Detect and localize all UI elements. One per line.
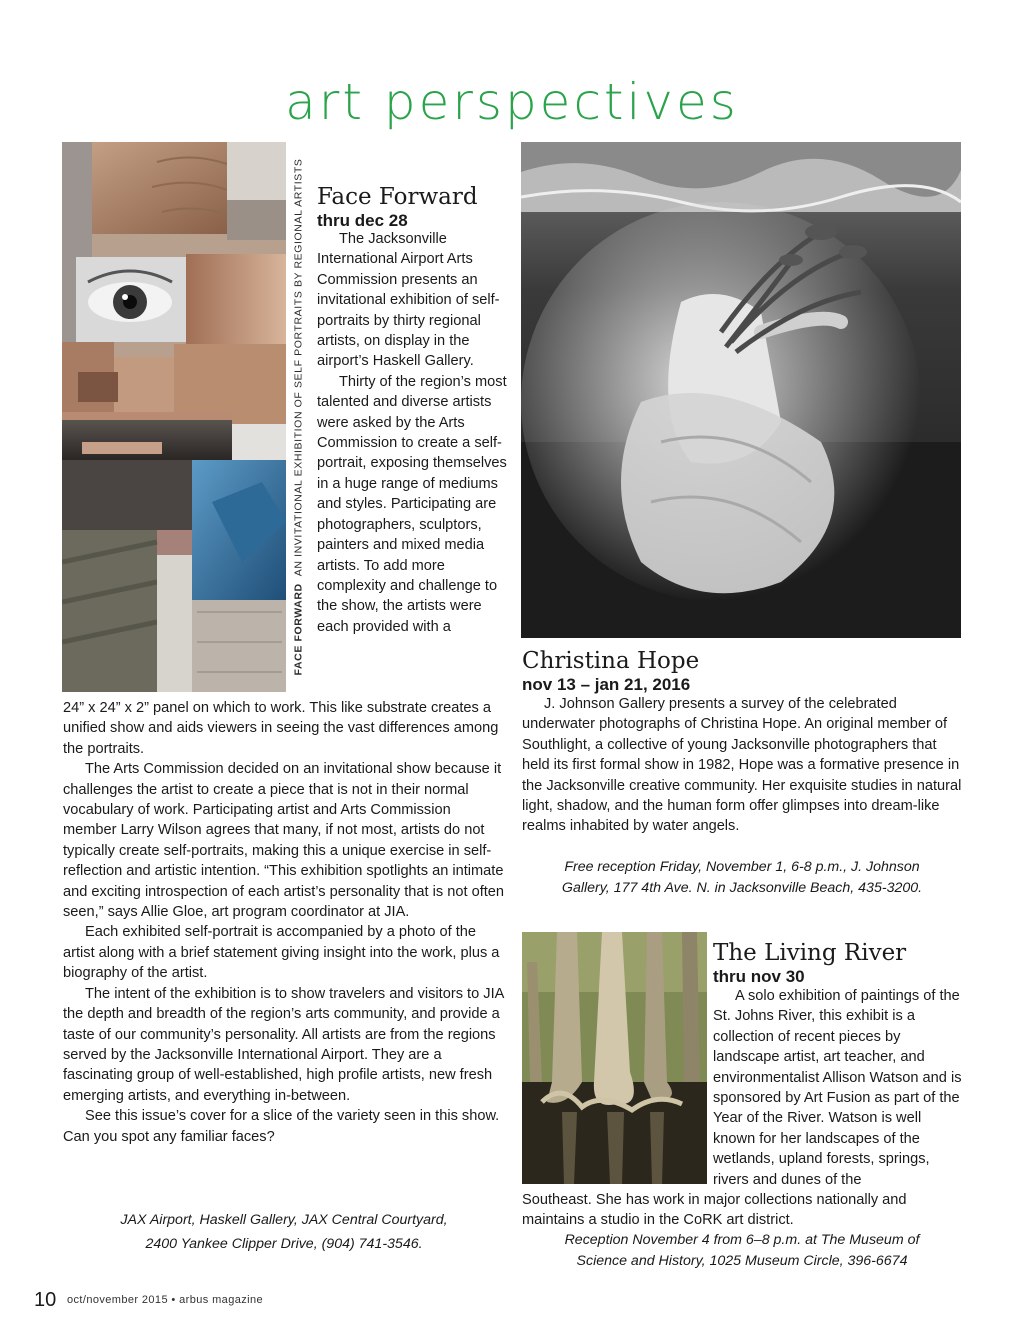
venue-line: Science and History, 1025 Museum Circle, 396-6674	[576, 1253, 908, 1269]
photo-graphic	[521, 142, 961, 638]
paragraph: Thirty of the region’s most talented and diverse artists were asked by the Arts Commission to create a self-portrait, exposing themselves in a huge range of mediums and styles. Participating are photographers, sculptors, painters and mixed media artists. To add more complexity and challenge to the show, the artists were each provided with a	[317, 373, 507, 635]
venue-line: 2400 Yankee Clipper Drive, (904) 741-3546.	[145, 1236, 423, 1252]
page-number: 10	[34, 1289, 57, 1311]
face-forward-collage-image	[62, 142, 310, 692]
living-river-title: The Living River	[713, 940, 907, 966]
face-forward-venue	[63, 1208, 505, 1256]
living-river-narrow-column	[713, 986, 963, 1190]
cypress-painting-image	[522, 932, 707, 1184]
paragraph: The Arts Commission decided on an invitational show because it challenges the artist to create a piece that is not in their normal vocabulary of work. Participating artist and Arts Commission member Larry Wilson agrees that many, if not most, artists do not typically create self-portraits, making this a unique exercise in self-reflection and artistic intention. “This exhibition spotlights an intimate and exciting introspection of each artist’s personality that is not often seen,” says Allie Gloe, art program coordinator at JIA.	[63, 761, 505, 921]
face-forward-title: Face Forward	[317, 184, 478, 210]
paragraph: 24” x 24” x 2” panel on which to work. This like substrate creates a unified show and aids viewers in seeing the vast differences among the portraits.	[63, 700, 499, 757]
christina-hope-title: Christina Hope	[522, 648, 700, 674]
face-forward-dates: thru dec 28	[317, 211, 408, 230]
section-title: art perspectives	[285, 73, 739, 131]
venue-line: Reception November 4 from 6–8 p.m. at The Museum of	[564, 1232, 920, 1248]
christina-hope-venue	[522, 857, 962, 899]
venue-line: Gallery, 177 4th Ave. N. in Jacksonville Beach, 435-3200.	[561, 880, 923, 896]
venue-line: JAX Airport, Haskell Gallery, JAX Central Courtyard,	[120, 1212, 448, 1228]
painting-graphic	[522, 932, 707, 1184]
living-river-dates: thru nov 30	[713, 967, 805, 986]
face-forward-wide-column	[63, 698, 505, 1147]
christina-hope-body	[522, 694, 962, 837]
paragraph: J. Johnson Gallery presents a survey of the celebrated underwater photographs of Christina Hope. An original member of Southlight, a collective of young Jacksonville photographers that held its first formal show in 1982, Hope was a formative presence in the Jacksonville creative community. Her exquisite studies in natural light, shadow, and the human form offer glimpses into dream-like realms inhabited by water angels.	[522, 696, 962, 835]
christina-hope-header	[522, 648, 962, 695]
underwater-photograph	[521, 142, 961, 638]
living-river-header	[713, 940, 963, 987]
venue-line: Free reception Friday, November 1, 6-8 p.m., J. Johnson	[564, 859, 920, 875]
paragraph: Each exhibited self-portrait is accompanied by a photo of the artist along with a brief statement giving insight into the work, plus a biography of the artist.	[63, 924, 500, 982]
paragraph: See this issue’s cover for a slice of the variety seen in this show. Can you spot any familiar faces?	[63, 1108, 500, 1145]
face-forward-header	[317, 184, 507, 231]
living-river-wide-column	[522, 1190, 964, 1231]
face-forward-narrow-column	[317, 229, 509, 637]
collage-graphic	[62, 142, 310, 692]
collage-vertical-caption: FACE FORWARD AN INVITATIONAL EXHIBITION OF SELF PORTRAITS BY REGIONAL ARTISTS	[292, 158, 305, 676]
christina-hope-dates: nov 13 – jan 21, 2016	[522, 675, 691, 694]
paragraph: A solo exhibition of paintings of the St. Johns River, this exhibit is a collection of recent pieces by landscape artist, art teacher, and environmentalist Allison Watson and is sponsored by Art Fusion as part of the Year of the River. Watson is well known for her landscapes of the wetlands, upland forests, springs, rivers and dunes of the	[713, 988, 962, 1188]
issue-footer: oct/november 2015 • arbus magazine	[67, 1294, 264, 1306]
living-river-venue	[522, 1230, 962, 1272]
paragraph: Southeast. She has work in major collections nationally and maintains a studio in the CoRK art district.	[522, 1192, 907, 1229]
paragraph: The Jacksonville International Airport Arts Commission presents an invitational exhibition of self-portraits by thirty regional artists, on display in the airport’s Haskell Gallery.	[317, 231, 500, 370]
paragraph: The intent of the exhibition is to show travelers and visitors to JIA the depth and breadth of the region’s arts community, and provide a taste of our community’s personality. All artists are from the regions served by the Jacksonville International Airport. They are a fascinating group of well-established, high profile artists, new fresh emerging artists, and everything in-between.	[63, 985, 504, 1104]
